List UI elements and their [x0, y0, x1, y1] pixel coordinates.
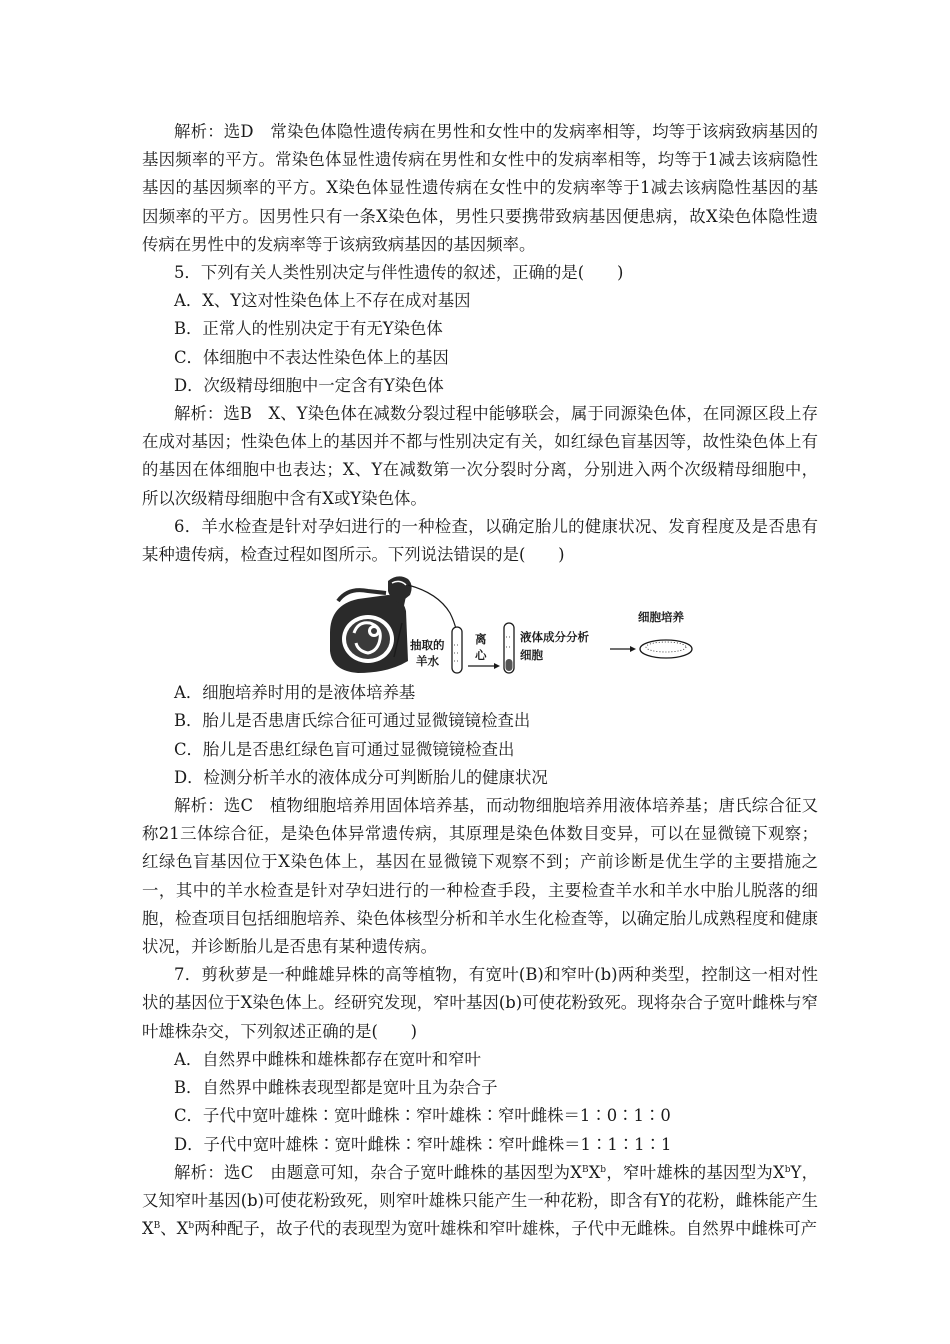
- question-6-stem: 6．羊水检查是针对孕妇进行的一种检查，以确定胎儿的健康状况、发育程度及是否患有某种遗传病，检查过程如图所示。下列说法错误的是( ): [142, 516, 818, 565]
- amniocentesis-figure: [142, 573, 818, 677]
- allele-superscript: b: [188, 1221, 195, 1232]
- amniocentesis-diagram: [328, 573, 698, 677]
- question-6-option-b: B．胎儿是否患唐氏综合征可通过显微镜镜检查出: [174, 711, 531, 731]
- answer-4-explanation: 解析：选D 常染色体隐性遗传病在男性和女性中的发病率相等，均等于该病致病基因的基因频率的平方。常染色体显性遗传病在男性和女性中的发病率相等，均等于1减去该病隐性基因的基因频率的平方。X染色体显性遗传病在女性中的发病率等于1减去该病隐性基因的基因频率的平方。因男性只有一条X染色体，男性只要携带致病基因便患病，故X染色体隐性遗传病在男性中的发病率等于该病致病基因的基因频率。: [142, 122, 818, 254]
- figure-label-amniotic-2: 羊水: [416, 654, 439, 669]
- figure-label-centrifuge-2: 心: [475, 648, 487, 663]
- answer-6-explanation: 解析：选C 植物细胞培养用固体培养基，而动物细胞培养用液体培养基；唐氏综合征又称21三体综合征，是染色体异常遗传病，其原理是染色体数目变异，可以在显微镜下观察；红绿色盲基因位于X染色体上，基因在显微镜下观察不到；产前诊断是优生学的主要措施之一，其中的羊水检查是针对孕妇进行的一种检查手段，主要检查羊水和羊水中胎儿脱落的细胞，检查项目包括细胞培养、染色体核型分析和羊水生化检查等，以确定胎儿成熟程度和健康状况，并诊断胎儿是否患有某种遗传病。: [142, 796, 818, 957]
- allele-superscript: B: [153, 1221, 161, 1232]
- document-content: [142, 118, 818, 1243]
- answer-7-text: Y，又知窄叶基因(b)可使花粉致死，则窄叶雄株只能产生一种花粉，即含有Y的花粉，雌株能产生X: [142, 1162, 818, 1239]
- figure-label-cells: 细胞: [520, 648, 543, 663]
- figure-label-liquid-analysis: 液体成分分析: [520, 630, 589, 645]
- question-6-option-a: A．细胞培养时用的是液体培养基: [174, 683, 416, 703]
- amniotic-fluid-tube: [452, 627, 462, 673]
- answer-7-text: 、X: [160, 1219, 189, 1239]
- question-5-option-c: C．体细胞中不表达性染色体上的基因: [174, 347, 449, 367]
- question-5-option-a: A．X、Y这对性染色体上不存在成对基因: [174, 291, 471, 311]
- allele-superscript: b: [600, 1164, 607, 1175]
- answer-7-explanation: [142, 1159, 818, 1244]
- figure-label-cell-culture: 细胞培养: [638, 610, 684, 625]
- question-5-stem: 5．下列有关人类性别决定与伴性遗传的叙述，正确的是( ): [174, 263, 624, 283]
- question-6-option-d: D．检测分析羊水的液体成分可判断胎儿的健康状况: [174, 767, 548, 787]
- question-7-stem: 7．剪秋萝是一种雌雄异株的高等植物，有宽叶(B)和窄叶(b)两种类型，控制这一相对性状的基因位于X染色体上。经研究发现，窄叶基因(b)可使花粉致死。现将杂合子宽叶雌株与窄叶雄株杂交，下列叙述正确的是( ): [142, 965, 818, 1041]
- answer-7-text: 解析：选C 由题意可知，杂合子宽叶雌株的基因型为X: [174, 1162, 582, 1182]
- question-7-option-c: C．子代中宽叶雄株∶宽叶雌株∶窄叶雄株∶窄叶雌株＝1∶0∶1∶0: [174, 1106, 671, 1126]
- centrifuged-tube: [504, 623, 514, 673]
- centrifuge-arrowhead: [494, 663, 500, 669]
- petri-dish: [640, 640, 692, 658]
- question-5-option-b: B．正常人的性别决定于有无Y染色体: [174, 319, 443, 339]
- figure-label-centrifuge-1: 离: [475, 632, 487, 647]
- figure-label-amniotic-1: 抽取的: [410, 638, 445, 653]
- question-7-option-a: A．自然界中雌株和雄株都存在宽叶和窄叶: [174, 1049, 481, 1069]
- allele-superscript: B: [581, 1164, 589, 1175]
- culture-arrowhead: [630, 646, 636, 652]
- pregnant-abdomen-illustration: [330, 577, 412, 674]
- answer-5-explanation: 解析：选B X、Y染色体在减数分裂过程中能够联会，属于同源染色体，在同源区段上存在成对基因；性染色体上的基因并不都与性别决定有关，如红绿色盲基因等，故性染色体上有的基因在体细胞中也表达；X、Y在减数第一次分裂时分离，分别进入两个次级精母细胞中，所以次级精母细胞中含有X或Y染色体。: [142, 404, 818, 508]
- question-7-option-d: D．子代中宽叶雄株∶宽叶雌株∶窄叶雄株∶窄叶雌株＝1∶1∶1∶1: [174, 1134, 672, 1154]
- question-5-option-d: D．次级精母细胞中一定含有Y染色体: [174, 375, 444, 395]
- question-6-option-c: C．胎儿是否患红绿色盲可通过显微镜镜检查出: [174, 739, 515, 759]
- answer-7-text: ，窄叶雄株的基因型为X: [606, 1162, 785, 1182]
- question-7-option-b: B．自然界中雌株表现型都是宽叶且为杂合子: [174, 1078, 498, 1098]
- allele-superscript: b: [784, 1164, 791, 1175]
- answer-7-text: 两种配子，故子代的表现型为宽叶雄株和窄叶雄株，子代中无雌株。自然界中雌株可产: [194, 1219, 817, 1239]
- tubing-line: [408, 585, 456, 629]
- answer-7-text: X: [588, 1162, 601, 1182]
